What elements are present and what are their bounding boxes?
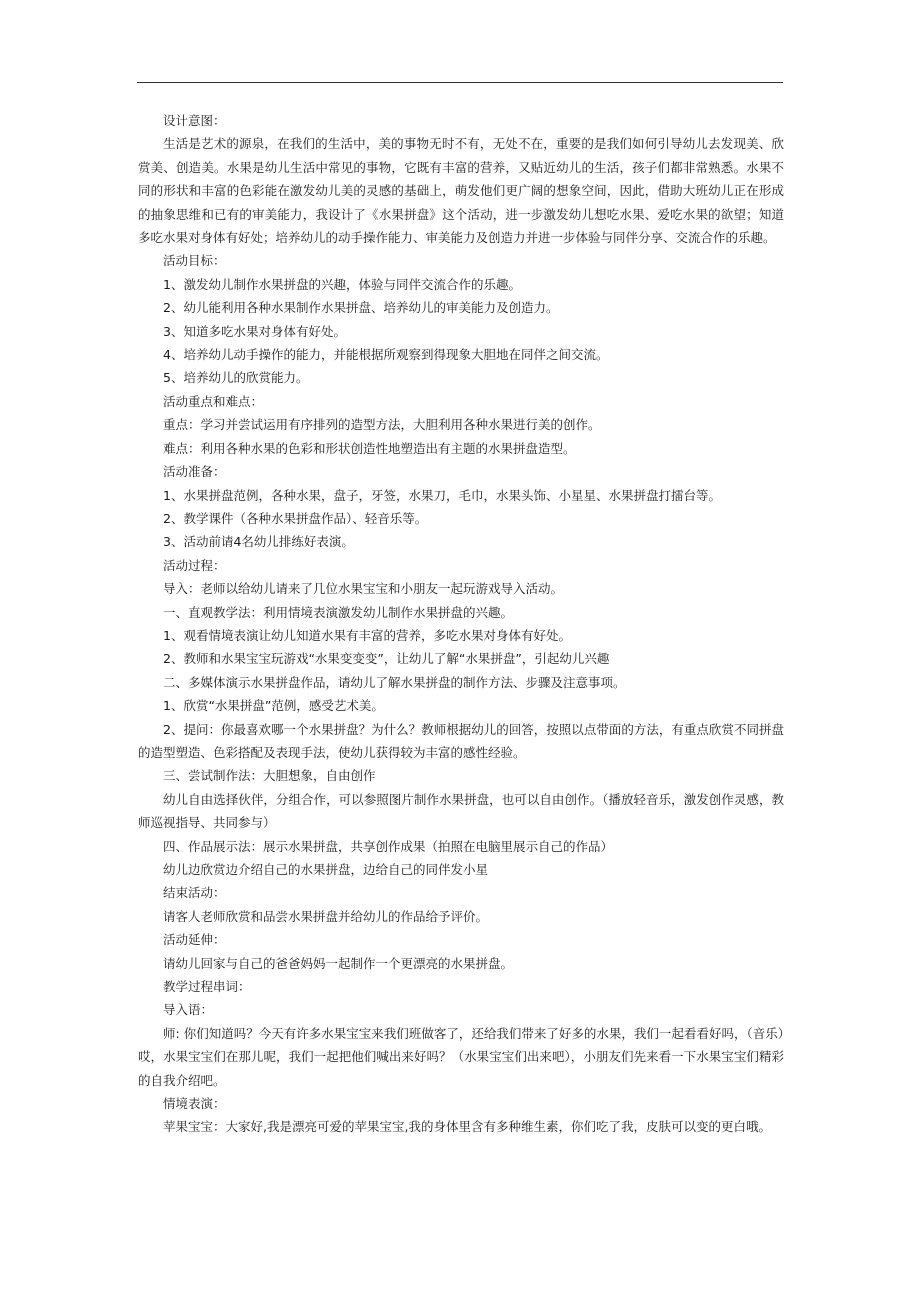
heading-design-intent: 设计意图： [163,113,226,128]
process-intro: 导入：老师以给幼儿请来了几位水果宝宝和小朋友一起玩游戏导入活动。 [163,581,564,597]
heading-intro-words: 导入语： [163,1002,214,1018]
process-substep: 1、欣赏“水果拼盘”范例，感受艺术美。 [163,698,384,714]
goal-item: 2、幼儿能利用各种水果制作水果拼盘、培养幼儿的审美能力及创造力。 [163,300,559,316]
process-substep: 2、提问：你最喜欢哪一个水果拼盘？为什么？教师根据幼儿的回答，按照以点带面的方法，有重点欣赏不同拼盘的造型塑造、色彩搭配及表现手法，使幼儿获得较为丰富的感性经验。 [138,721,784,760]
teacher-dialogue: 师: 你们知道吗？今天有许多水果宝宝来我们班做客了，还给我们带来了好多的水果，我们一起看看好吗，（音乐）哎，水果宝宝们在那儿呢，我们一起把他们喊出来好吗？（水果宝宝们出来吧），小朋友们先来看一下水果宝宝们精彩的自我介绍吧。 [138,1025,784,1088]
process-step: 一、直观教学法：利用情境表演激发幼儿制作水果拼盘的兴趣。 [163,604,514,620]
goal-item: 3、知道多吃水果对身体有好处。 [163,323,346,339]
heading-key-points: 活动重点和难点： [163,393,264,409]
process-step: 三、尝试制作法：大胆想象，自由创作 [163,768,376,784]
process-step: 二、多媒体演示水果拼盘作品，请幼儿了解水果拼盘的制作方法、步骤及注意事项。 [163,674,626,690]
preparation-item: 1、水果拼盘范例，各种水果，盘子，牙签，水果刀，毛巾，水果头饰、小星星、水果拼盘打擂台等。 [163,487,721,503]
process-text: 幼儿边欣赏边介绍自己的水果拼盘，边给自己的同伴发小星 [163,862,489,877]
heading-process: 活动过程： [163,557,226,573]
process-step: 四、作品展示法：展示水果拼盘，共享创作成果（拍照在电脑里展示自己的作品） [163,838,614,854]
key-point-text: 重点：学习并尝试运用有序排列的造型方法，大胆利用各种水果进行美的创作。 [163,417,601,433]
paragraph-design-intent: 生活是艺术的源泉，在我们的生活中，美的事物无时不有，无处不在，重要的是我们如何引导幼儿去发现美、欣赏美、创造美。水果是幼儿生活中常见的事物，它既有丰富的营养，又贴近幼儿的生活，孩子们都非常熟悉。水果不同的形状和丰富的色彩能在激发幼儿美的灵感的基础上，萌发他们更广阔的想象空间，因此，借助大班幼儿正在形成的抽象思维和已有的审美能力，我设计了《水果拼盘》这个活动，进一步激发幼儿想吃水果、爱吃水果的欲望；知道多吃水果对身体有好处；培养幼儿的动手操作能力、审美能力及创造力并进一步体验与同伴分享、交流合作的乐趣。 [138,136,784,246]
goal-item: 4、培养幼儿动手操作的能力，并能根据所观察到得现象大胆地在同伴之间交流。 [163,347,609,363]
difficulty-text: 难点：利用各种水果的色彩和形状创造性地塑造出有主题的水果拼盘造型。 [163,440,576,456]
document-body [138,109,784,1139]
apple-dialogue: 苹果宝宝：大家好,我是漂亮可爱的苹果宝宝,我的身体里含有多种维生素，你们吃了我，皮肤可以变的更白哦。 [163,1119,771,1135]
extension-text: 请幼儿回家与自己的爸爸妈妈一起制作一个更漂亮的水果拼盘。 [163,955,514,971]
preparation-item: 2、教学课件（各种水果拼盘作品）、轻音乐等。 [163,510,428,526]
heading-goals: 活动目标： [163,253,226,269]
heading-extension: 活动延伸： [163,932,226,948]
header-rule [137,82,783,83]
preparation-item: 3、活动前请4名幼儿排练好表演。 [163,534,354,550]
goal-item: 5、培养幼儿的欣赏能力。 [163,370,309,386]
heading-performance: 情境表演： [163,1096,226,1112]
process-substep: 2、教师和水果宝宝玩游戏“水果变变变”，让幼儿了解“水果拼盘”，引起幼儿兴趣 [163,651,610,667]
closing-text: 请客人老师欣赏和品尝水果拼盘并给幼儿的作品给予评价。 [163,908,489,924]
heading-script: 教学过程串词： [163,979,251,995]
heading-preparation: 活动准备： [163,464,226,480]
heading-closing: 结束活动： [163,885,226,901]
goal-item: 1、激发幼儿制作水果拼盘的兴趣，体验与同伴交流合作的乐趣。 [163,276,521,292]
process-text: 幼儿自由选择伙伴，分组合作，可以参照图片制作水果拼盘，也可以自由创作。（播放轻音乐，激发创作灵感，教师巡视指导、共同参与） [138,791,784,831]
process-substep: 1、观看情境表演让幼儿知道水果有丰富的营养，多吃水果对身体有好处。 [163,627,571,643]
